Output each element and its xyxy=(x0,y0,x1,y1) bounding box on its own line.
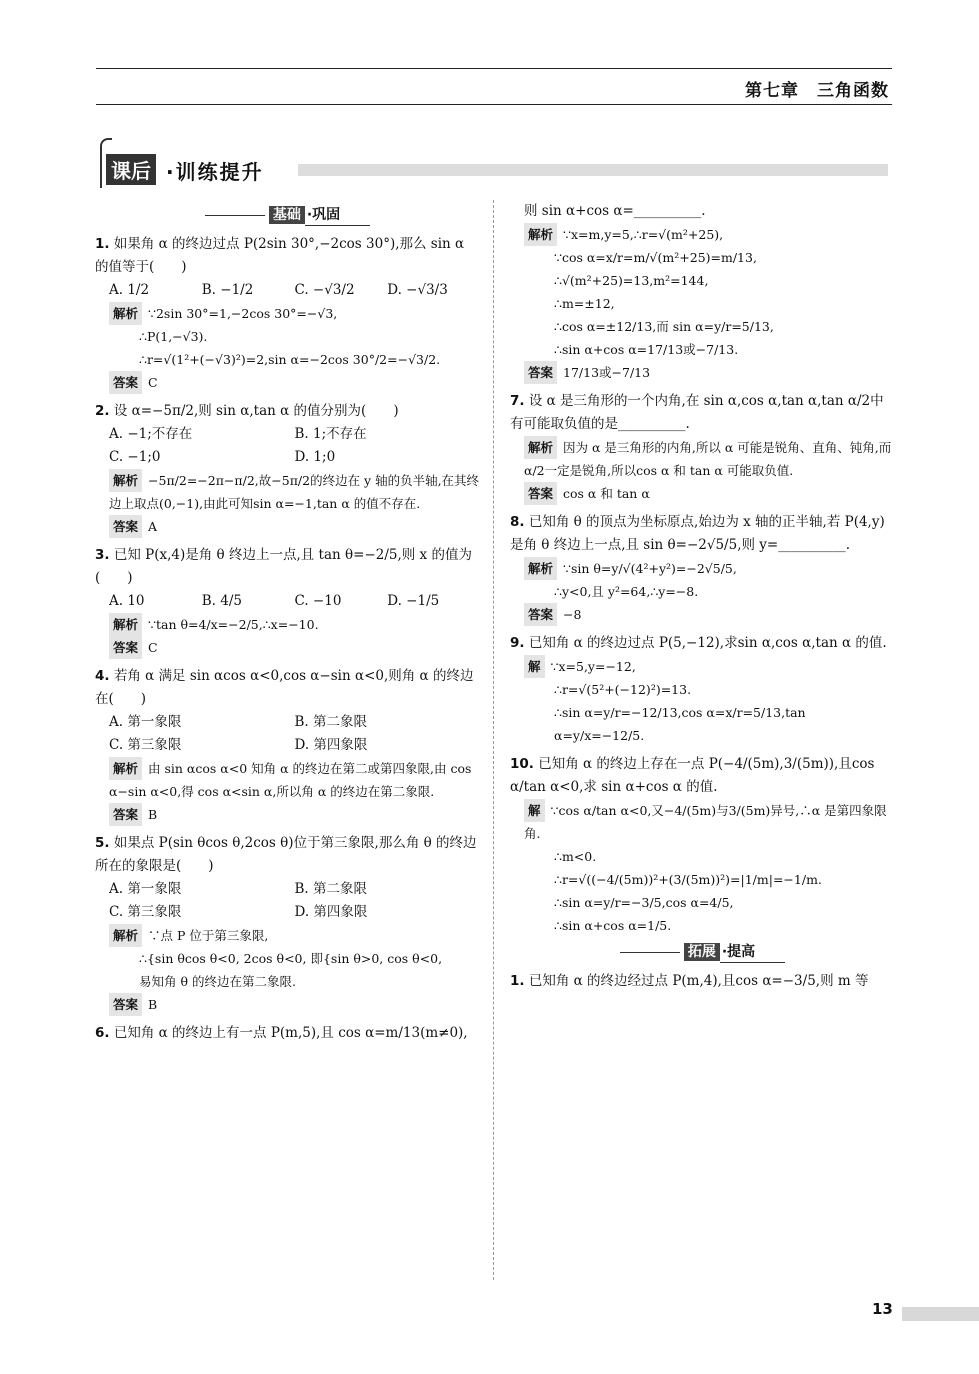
solution-line: ∴{sin θcos θ<0, 2cos θ<0, 即{sin θ>0, cos θ<0, xyxy=(139,951,443,966)
answer-label: 答案 xyxy=(524,482,557,505)
question-4 xyxy=(95,665,480,826)
solution xyxy=(95,757,480,803)
option-c: C. 第三象限 xyxy=(109,737,182,753)
solution-line: ∴sin α+cos α=1/5. xyxy=(554,918,672,933)
solution xyxy=(95,613,480,636)
solution xyxy=(510,655,895,747)
solution xyxy=(510,557,895,603)
question-number: 3. xyxy=(95,547,110,563)
options xyxy=(95,878,480,924)
solution-label: 解 xyxy=(524,655,545,678)
solution-line: ∴sin α+cos α=17/13或−7/13. xyxy=(554,342,739,357)
solution-label: 解析 xyxy=(524,436,557,459)
option-c: C. −10 xyxy=(294,593,342,609)
answer-label: 答案 xyxy=(109,636,142,659)
answer xyxy=(95,515,480,538)
question-number: 4. xyxy=(95,668,110,684)
solution-line: 由 sin αcos α<0 知角 α 的终边在第二或第四象限,由 cos α−sin α<0,得 cos α<sin α,所以角 α 的终边在第二象限. xyxy=(109,761,472,799)
question-text: 设 α 是三角形的一个内角,在 sin α,cos α,tan α,tan α/2中有可能取负值的是__________. xyxy=(510,393,884,432)
solution-line: ∴y<0,且 y²=64,∴y=−8. xyxy=(554,584,699,599)
question-number: 9. xyxy=(510,635,525,651)
solution-label: 解析 xyxy=(109,924,142,947)
question-5 xyxy=(95,832,480,1016)
question-number: 2. xyxy=(95,403,110,419)
solution-label: 解析 xyxy=(109,302,142,325)
option-a: A. 1/2 xyxy=(109,282,150,298)
option-b: B. −1/2 xyxy=(201,282,254,298)
question-text: 已知角 α 的终边过点 P(5,−12),求sin α,cos α,tan α 的值. xyxy=(528,635,887,651)
solution-line: ∴r=√(5²+(−12)²)=13. xyxy=(554,682,692,697)
solution-line: ∵cos α=x/r=m/√(m²+25)=m/13, xyxy=(554,250,757,265)
solution-line: ∵tan θ=4/x=−2/5,∴x=−10. xyxy=(148,617,319,632)
section-bar xyxy=(298,164,888,176)
answer xyxy=(510,603,895,626)
answer-value: B xyxy=(148,807,158,822)
solution-label: 解析 xyxy=(109,613,142,636)
question-text: 已知 P(x,4)是角 θ 终边上一点,且 tan θ=−2/5,则 x 的值为( ) xyxy=(95,547,472,586)
answer-value: A xyxy=(148,519,158,534)
solution-label: 解析 xyxy=(109,469,142,492)
question-number: 8. xyxy=(510,514,525,530)
solution xyxy=(95,924,480,993)
solution-line: 因为 α 是三角形的内角,所以 α 可能是锐角、直角、钝角,而α/2一定是锐角,所以cos α 和 tan α 可能取负值. xyxy=(524,440,892,478)
option-c: C. −1;0 xyxy=(109,449,161,465)
question-6-continued: 则 sin α+cos α=__________. xyxy=(524,203,706,219)
answer xyxy=(95,993,480,1016)
answer xyxy=(95,803,480,826)
solution-line: ∴m<0. xyxy=(554,849,597,864)
solution-label: 解析 xyxy=(524,557,557,580)
option-a: A. 第一象限 xyxy=(109,881,182,897)
answer-value: −8 xyxy=(563,607,582,622)
solution-label: 解 xyxy=(524,799,545,822)
solution-line: ∵x=5,y=−12, xyxy=(550,659,636,674)
question-text: 如果点 P(sin θcos θ,2cos θ)位于第三象限,那么角 θ 的终边所在的象限是( ) xyxy=(95,835,477,874)
question-number: 7. xyxy=(510,393,525,409)
options xyxy=(95,279,480,302)
page-number: 13 xyxy=(872,1300,893,1318)
solution xyxy=(510,436,895,482)
question-8 xyxy=(510,511,895,626)
option-b: B. 第二象限 xyxy=(294,714,368,730)
question-number: 1. xyxy=(95,236,110,252)
solution-line: ∵x=m,y=5,∴r=√(m²+25), xyxy=(563,227,724,242)
solution-label: 解析 xyxy=(524,223,557,246)
subsection-rule xyxy=(620,952,680,953)
answer-value: 17/13或−7/13 xyxy=(563,365,651,380)
column-divider xyxy=(493,200,494,1280)
question-text: 已知角 α 的终边上存在一点 P(−4/(5m),3/(5m)),且cos α/tan α<0,求 sin α+cos α 的值. xyxy=(510,756,875,795)
subsection-word: ·巩固 xyxy=(305,207,370,226)
solution-line: ∵cos α/tan α<0,又−4/(5m)与3/(5m)异号,∴α 是第四象限角. xyxy=(524,803,887,841)
solution-line: ∴sin α=y/r=−12/13,cos α=x/r=5/13,tan α=y/x=−12/5. xyxy=(554,705,806,743)
option-d: D. 1;0 xyxy=(294,449,336,465)
subsection-rule xyxy=(205,215,265,216)
solution-line: ∴cos α=±12/13,而 sin α=y/r=5/13, xyxy=(554,319,774,334)
options xyxy=(95,590,480,613)
answer xyxy=(510,482,895,505)
question-text: 已知角 α 的终边经过点 P(m,4),且cos α=−3/5,则 m 等 xyxy=(528,973,869,989)
question-number: 1. xyxy=(510,973,525,989)
solution-line: ∴r=√((−4/(5m))²+(3/(5m))²)=|1/m|=−1/m. xyxy=(554,872,822,887)
solution-line: ∴P(1,−√3). xyxy=(139,329,208,344)
solution-line: ∵点 P 位于第三象限, xyxy=(148,928,269,943)
solution-line: −5π/2=−2π−π/2,故−5π/2的终边在 y 轴的负半轴,在其终边上取点(0,−1),由此可知sin α=−1,tan α 的值不存在. xyxy=(109,473,480,511)
option-c: C. −√3/2 xyxy=(294,282,355,298)
question-number: 5. xyxy=(95,835,110,851)
answer xyxy=(95,371,480,394)
answer-label: 答案 xyxy=(109,803,142,826)
option-b: B. 1;不存在 xyxy=(294,426,367,442)
solution xyxy=(95,302,480,371)
solution-line: ∴√(m²+25)=13,m²=144, xyxy=(554,273,709,288)
option-b: B. 第二象限 xyxy=(294,881,368,897)
question-10 xyxy=(510,753,895,937)
page-number-bar xyxy=(902,1307,979,1321)
answer-label: 答案 xyxy=(109,515,142,538)
option-a: A. 10 xyxy=(109,593,145,609)
question-text: 若角 α 满足 sin αcos α<0,cos α−sin α<0,则角 α 的终边在( ) xyxy=(95,668,474,707)
extension-question-1 xyxy=(510,970,895,993)
answer-label: 答案 xyxy=(109,993,142,1016)
question-3 xyxy=(95,544,480,659)
section-title: ·训练提升 xyxy=(166,160,264,184)
subsection-word: ·提高 xyxy=(720,944,785,963)
solution-line: ∴r=√(1²+(−√3)²)=2,sin α=−2cos 30°/2=−√3/2. xyxy=(139,352,441,367)
answer-value: cos α 和 tan α xyxy=(563,486,650,501)
question-text: 已知角 α 的终边上有一点 P(m,5),且 cos α=m/13(m≠0), xyxy=(113,1025,468,1041)
question-7 xyxy=(510,390,895,505)
option-c: C. 第三象限 xyxy=(109,904,182,920)
option-d: D. 第四象限 xyxy=(294,737,368,753)
question-1 xyxy=(95,233,480,394)
question-2 xyxy=(95,400,480,538)
solution xyxy=(510,799,895,937)
answer xyxy=(95,636,480,659)
chapter-title: 第七章 三角函数 xyxy=(745,81,889,101)
right-column xyxy=(510,200,895,993)
solution-line: ∵2sin 30°=1,−2cos 30°=−√3, xyxy=(148,306,338,321)
option-b: B. 4/5 xyxy=(201,593,242,609)
answer xyxy=(510,361,895,384)
answer-label: 答案 xyxy=(524,361,557,384)
question-text: 已知角 θ 的顶点为坐标原点,始边为 x 轴的正半轴,若 P(4,y)是角 θ 终边上一点,且 sin θ=−2√5/5,则 y=__________. xyxy=(510,514,885,553)
option-d: D. 第四象限 xyxy=(294,904,368,920)
answer-label: 答案 xyxy=(524,603,557,626)
header-rule-bottom xyxy=(96,104,892,105)
solution-line: ∵sin θ=y/√(4²+y²)=−2√5/5, xyxy=(563,561,737,576)
question-number: 10. xyxy=(510,756,534,772)
options xyxy=(95,423,480,469)
answer-value: C xyxy=(148,375,158,390)
question-text: 设 α=−5π/2,则 sin α,tan α 的值分别为( ) xyxy=(113,403,399,419)
solution-line: 易知角 θ 的终边在第二象限. xyxy=(139,974,296,989)
solution-label: 解析 xyxy=(109,757,142,780)
subsection-tag: 基础 xyxy=(269,206,305,224)
question-number: 6. xyxy=(95,1025,110,1041)
left-column xyxy=(95,200,480,1045)
option-a: A. 第一象限 xyxy=(109,714,182,730)
solution xyxy=(95,469,480,515)
question-6 xyxy=(95,1022,480,1045)
solution-line: ∴sin α=y/r=−3/5,cos α=4/5, xyxy=(554,895,734,910)
section-header xyxy=(100,138,900,188)
solution xyxy=(510,223,895,361)
option-a: A. −1;不存在 xyxy=(109,426,193,442)
subsection-extension xyxy=(510,941,895,964)
subsection-tag: 拓展 xyxy=(684,943,720,961)
answer-label: 答案 xyxy=(109,371,142,394)
solution-line: ∴m=±12, xyxy=(554,296,615,311)
subsection-basic xyxy=(95,204,480,227)
option-d: D. −√3/3 xyxy=(387,282,448,298)
question-9 xyxy=(510,632,895,747)
answer-value: C xyxy=(148,640,158,655)
header-rule-top xyxy=(96,68,892,69)
option-d: D. −1/5 xyxy=(387,593,440,609)
question-text: 如果角 α 的终边过点 P(2sin 30°,−2cos 30°),那么 sin α 的值等于( ) xyxy=(95,236,465,275)
answer-value: B xyxy=(148,997,158,1012)
options xyxy=(95,711,480,757)
section-box: 课后 xyxy=(106,154,156,185)
